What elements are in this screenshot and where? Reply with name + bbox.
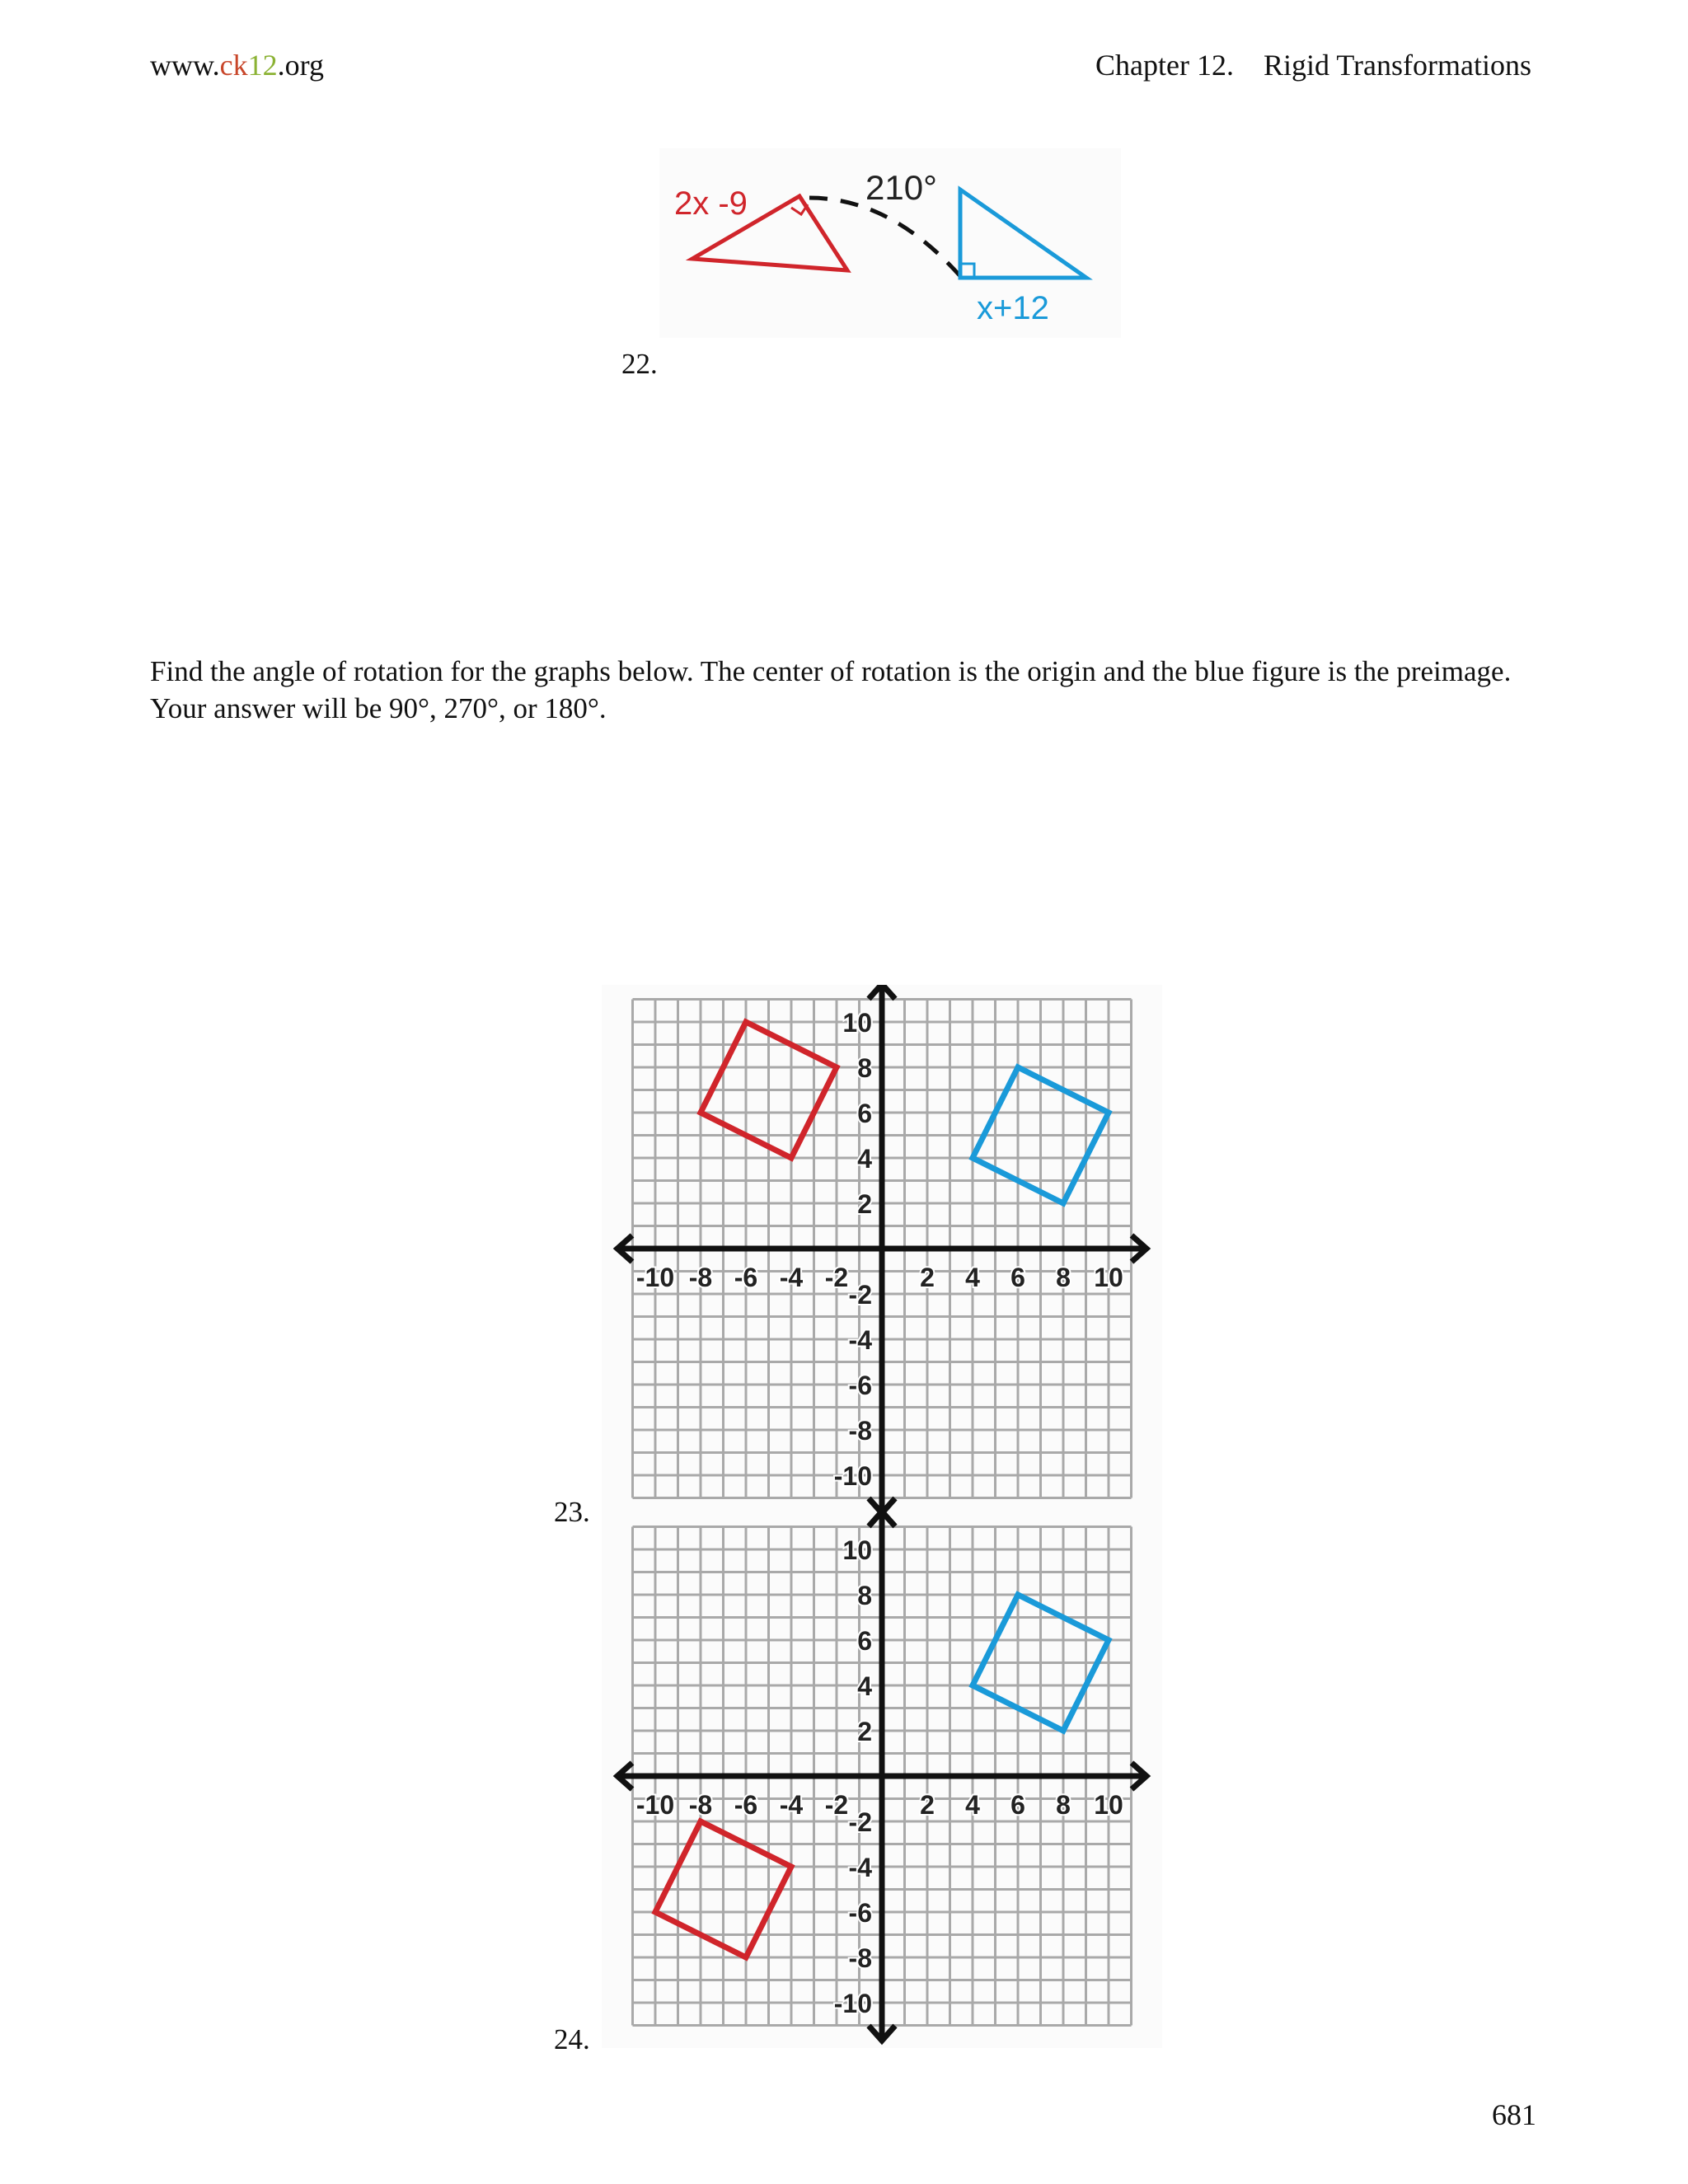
blue-right-angle-mark xyxy=(960,264,974,278)
triangles-diagram xyxy=(659,148,1121,338)
site-url[interactable] xyxy=(150,48,324,82)
y-tick-label: -2 xyxy=(848,1280,872,1310)
angle-label: 210° xyxy=(865,168,937,207)
blue-triangle xyxy=(960,190,1086,278)
x-tick-label: 8 xyxy=(1056,1263,1071,1292)
x-tick-label: -2 xyxy=(824,1790,849,1820)
y-tick-label: 4 xyxy=(857,1144,872,1174)
y-tick-label: 6 xyxy=(857,1099,872,1128)
y-tick-label: -10 xyxy=(833,1989,872,2018)
instructions-line-2: Your answer will be 90°, 270°, or 180°. xyxy=(150,692,607,724)
x-tick-label: -10 xyxy=(635,1263,675,1292)
x-tick-label: 2 xyxy=(920,1263,935,1292)
y-tick-label: -4 xyxy=(848,1325,872,1355)
problem-23-number: 23. xyxy=(554,1496,590,1528)
red-side-label: 2x -9 xyxy=(674,185,748,222)
x-tick-label: 10 xyxy=(1094,1790,1123,1820)
blue-side-label: x+12 xyxy=(977,290,1049,326)
url-prefix: www. xyxy=(150,49,220,82)
x-tick-label: -2 xyxy=(824,1263,849,1292)
y-tick-label: 8 xyxy=(857,1581,872,1610)
x-tick-label: 4 xyxy=(965,1790,980,1820)
problem-22-number: 22. xyxy=(621,348,658,380)
instructions-line-1: Find the angle of rotation for the graphs below. The center of rotation is the origin and the blue figure is the preimage. xyxy=(150,655,1512,687)
y-tick-label: 4 xyxy=(857,1671,872,1701)
x-tick-label: -6 xyxy=(734,1263,758,1292)
chapter-title: Chapter 12. Rigid Transformations xyxy=(1095,49,1531,82)
x-tick-label: -10 xyxy=(635,1790,675,1820)
y-tick-label: 6 xyxy=(857,1626,872,1656)
url-suffix: .org xyxy=(277,49,324,82)
x-tick-label: 10 xyxy=(1094,1263,1123,1292)
x-tick-label: -6 xyxy=(734,1790,758,1820)
y-tick-label: 8 xyxy=(857,1053,872,1083)
page-number: 681 xyxy=(1492,2098,1536,2131)
y-tick-label: -8 xyxy=(848,1416,872,1446)
y-tick-label: -10 xyxy=(833,1461,872,1491)
x-tick-label: -8 xyxy=(688,1263,713,1292)
graph-23 xyxy=(602,985,1162,1521)
rotation-arc xyxy=(809,198,960,276)
y-tick-label: -2 xyxy=(848,1807,872,1837)
graph-24-figure xyxy=(602,1512,1162,2048)
x-tick-label: -4 xyxy=(779,1263,804,1292)
x-tick-label: 6 xyxy=(1010,1790,1025,1820)
instructions xyxy=(150,653,1551,727)
x-tick-label: 8 xyxy=(1056,1790,1071,1820)
y-tick-label: -6 xyxy=(848,1898,872,1928)
y-tick-label: -8 xyxy=(848,1943,872,1973)
graph-24 xyxy=(602,1512,1162,2048)
y-tick-label: 10 xyxy=(842,1535,872,1565)
x-tick-label: -8 xyxy=(688,1790,713,1820)
x-tick-label: 4 xyxy=(965,1263,980,1292)
url-brand-ck: ck xyxy=(219,49,248,82)
y-tick-label: -4 xyxy=(848,1853,872,1882)
url-brand-12: 12 xyxy=(247,49,278,82)
problem-24-number: 24. xyxy=(554,2023,590,2055)
y-tick-label: 2 xyxy=(857,1717,872,1746)
x-tick-label: 2 xyxy=(920,1790,935,1820)
y-tick-label: 2 xyxy=(857,1189,872,1219)
red-right-angle-mark xyxy=(791,204,808,214)
graph-23-figure xyxy=(602,985,1162,1521)
problem-22-figure xyxy=(659,148,1121,338)
y-tick-label: 10 xyxy=(842,1008,872,1038)
x-tick-label: -4 xyxy=(779,1790,804,1820)
y-tick-label: -6 xyxy=(848,1371,872,1400)
x-tick-label: 6 xyxy=(1010,1263,1025,1292)
